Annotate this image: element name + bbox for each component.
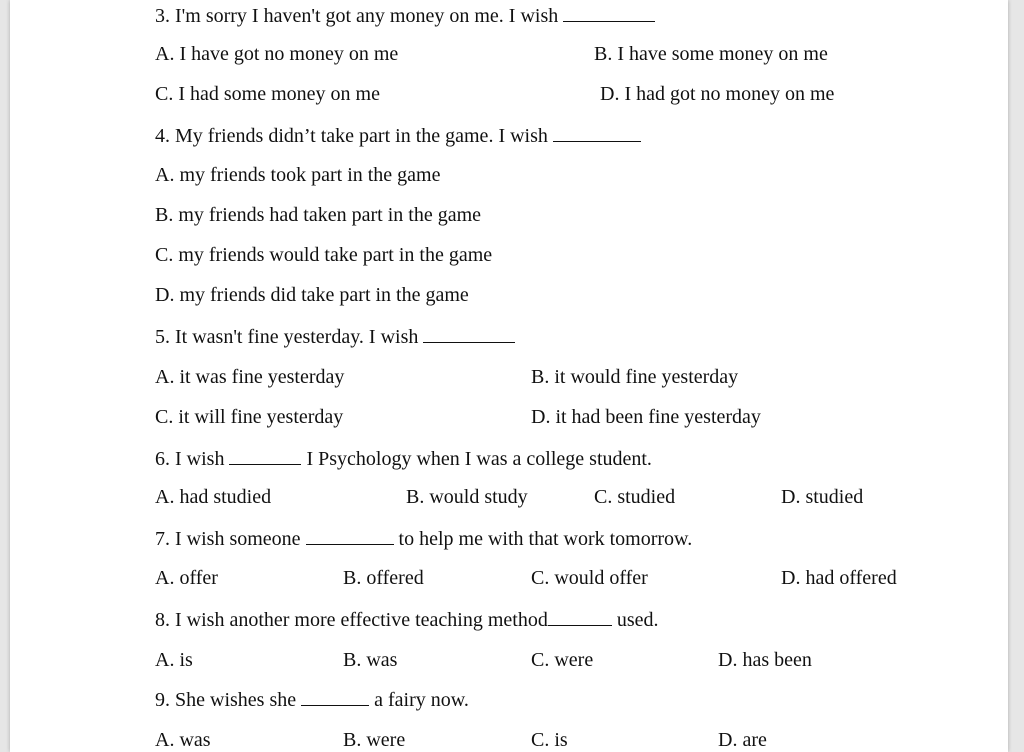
question-5-option-c: C. it will fine yesterday — [155, 406, 344, 428]
question-4-option-c: C. my friends would take part in the game — [155, 244, 493, 266]
question-6-option-b: B. would study — [406, 486, 528, 508]
question-6-option-d: D. studied — [781, 486, 864, 508]
stem-text: 9. She wishes she — [155, 689, 302, 711]
stem-text: 6. I wish — [155, 448, 230, 470]
question-3-option-d: D. I had got no money on me — [600, 83, 835, 105]
question-7-option-a: A. offer — [155, 567, 218, 589]
question-6-option-c: C. studied — [594, 486, 676, 508]
question-8-option-c: C. were — [531, 649, 594, 671]
question-4-stem — [155, 123, 641, 148]
question-5-stem — [155, 324, 515, 349]
question-7-option-c: C. would offer — [531, 567, 648, 589]
question-8-option-b: B. was — [343, 649, 398, 671]
stem-text: to help me with that work tomorrow. — [393, 528, 693, 550]
question-9-option-a: A. was — [155, 729, 211, 751]
question-5-option-d: D. it had been fine yesterday — [531, 406, 761, 428]
question-8-stem — [155, 607, 659, 632]
question-8-option-a: A. is — [155, 649, 193, 671]
question-3-option-b: B. I have some money on me — [594, 43, 828, 65]
question-7-stem — [155, 526, 692, 551]
stem-text: 7. I wish someone — [155, 528, 306, 550]
answer-blank — [553, 123, 641, 142]
question-3-stem — [155, 3, 655, 28]
stem-text: 5. It wasn't fine yesterday. I wish — [155, 326, 424, 348]
stem-text: 8. I wish another more effective teaching method — [155, 609, 548, 631]
stem-text: 3. I'm sorry I haven't got any money on me. I wish — [155, 5, 564, 27]
question-7-option-b: B. offered — [343, 567, 424, 589]
stem-text: a fairy now. — [369, 689, 469, 711]
exercise-sheet — [10, 0, 1008, 752]
question-5-option-a: A. it was fine yesterday — [155, 366, 345, 388]
question-6-stem — [155, 446, 652, 471]
answer-blank — [423, 324, 515, 343]
question-9-option-b: B. were — [343, 729, 406, 751]
question-4-option-a: A. my friends took part in the game — [155, 164, 441, 186]
answer-blank — [229, 446, 301, 465]
answer-blank — [563, 3, 655, 22]
question-9-stem — [155, 687, 469, 712]
answer-blank — [548, 607, 612, 626]
question-6-option-a: A. had studied — [155, 486, 272, 508]
stem-text: 4. My friends didn’t take part in the game. I wish — [155, 125, 553, 147]
question-8-option-d: D. has been — [718, 649, 812, 671]
stem-text: used. — [611, 609, 659, 631]
question-3-option-a: A. I have got no money on me — [155, 43, 399, 65]
question-4-option-b: B. my friends had taken part in the game — [155, 204, 482, 226]
question-9-option-d: D. are — [718, 729, 767, 751]
answer-blank — [301, 687, 369, 706]
answer-blank — [306, 526, 394, 545]
question-5-option-b: B. it would fine yesterday — [531, 366, 739, 388]
question-7-option-d: D. had offered — [781, 567, 897, 589]
stem-text: I Psychology when I was a college student. — [301, 448, 652, 470]
question-4-option-d: D. my friends did take part in the game — [155, 284, 469, 306]
question-3-option-c: C. I had some money on me — [155, 83, 380, 105]
question-9-option-c: C. is — [531, 729, 568, 751]
document-page — [10, 0, 1008, 752]
